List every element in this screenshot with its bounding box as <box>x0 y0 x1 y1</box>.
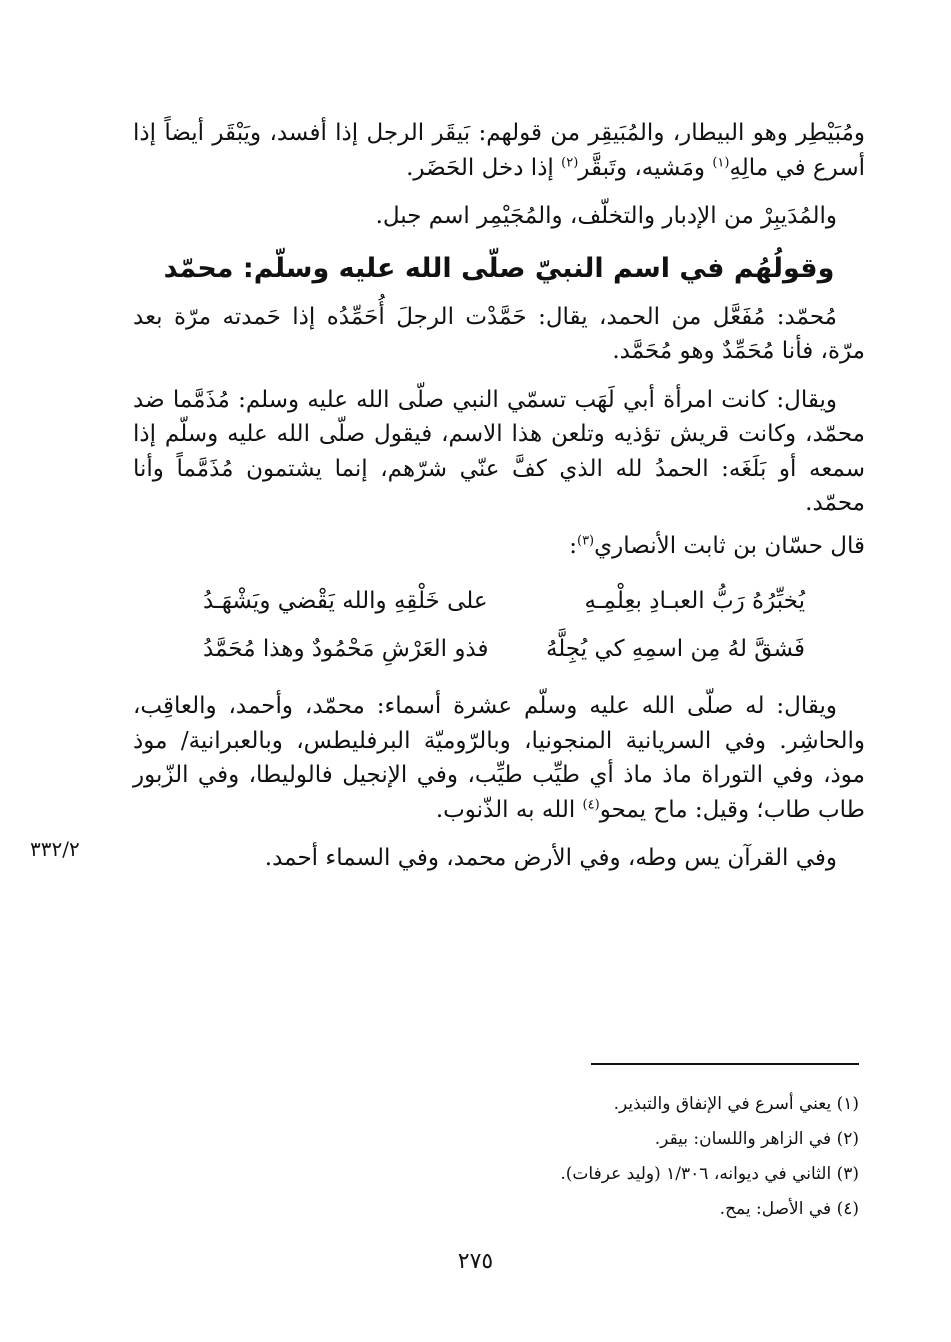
paragraph-7: وفي القرآن يس وطه، وفي الأرض محمد، وفي السماء أحمد. <box>264 845 837 871</box>
footnote-1: (١) يعني أسرع في الإنفاق والتبذير. <box>613 1094 859 1114</box>
paragraph-6-end: الله به الذّنوب. <box>435 796 583 823</box>
footnote-ref-3: (٣) <box>576 532 595 548</box>
main-text <box>133 116 865 890</box>
paragraph-4: ويقال: كانت امرأة أبي لَهَب تسمّي النبي صلّى الله عليه وسلم: مُذَمَّما ضد محمّد، وكانت قريش تؤذيه وتلعن هذا الاسم، فيقول صلّى الله عليه وسلّم إذا سمعه أو بَلَغَه: الحمدُ لله الذي كفَّ عنّي شرّهم، إنما يشتمون مُذَمَّماً وأنا محمّد. <box>133 386 865 516</box>
paragraph-2: والمُدَيبِرْ من الإدبار والتخلّف، والمُجَيْمِر اسم جبل. <box>375 203 837 229</box>
paragraph-5-colon: : <box>569 532 577 559</box>
verse-1-second-hemistich: على خَلْقِهِ والله يَقْضي ويَشْهَـدُ <box>203 587 488 614</box>
paragraph-1-text-c: إذا دخل الحَضَر. <box>406 154 562 181</box>
footnote-2: (٢) في الزاهر واللسان: بيقر. <box>654 1129 859 1149</box>
paragraph-5 <box>133 529 865 564</box>
paragraph-1 <box>133 116 865 185</box>
paragraph-6-text: ويقال: له صلّى الله عليه وسلّم عشرة أسماء: محمّد، وأحمد، والعاقِب، والحاشِر. وفي السريانية المنجونيا، وبالرّوميّة البرفليطس، وبالعبرانية/ موذ موذ، وفي التوراة ماذ ماذ أي طيِّب طيِّب، وفي الإنجيل فالوليطا، وفي الزّبور طاب طاب؛ وقيل: ماح يمحو <box>133 693 865 823</box>
verse-1 <box>133 577 865 625</box>
footnote-divider <box>591 1063 859 1065</box>
paragraph-6 <box>133 689 865 827</box>
verse-2 <box>133 625 865 673</box>
footnote-ref-4: (٤) <box>582 796 600 812</box>
paragraph-1-text-b: ومَشيه، وتَبقَّر <box>578 154 713 181</box>
verse-2-first-hemistich: فَشقَّ لهُ مِن اسمِهِ كي يُجِلَّهُ <box>545 635 805 662</box>
footnotes <box>359 1087 859 1227</box>
page-number: ٢٧٥ <box>457 1249 494 1274</box>
verse-1-first-hemistich: يُخبِّرُهُ رَبُّ العبـادِ بعِلْمِـهِ <box>584 587 805 614</box>
margin-reference: ٣٣٢/٢ <box>30 837 80 861</box>
footnote-ref-1: (١) <box>712 154 730 170</box>
footnote-ref-2: (٢) <box>561 154 579 170</box>
footnote-3: (٣) الثاني في ديوانه، ١/٣٠٦ (وليد عرفات). <box>560 1164 859 1184</box>
poem <box>133 577 865 673</box>
verse-2-second-hemistich: فذو العَرْشِ مَحْمُودٌ وهذا مُحَمَّدُ <box>203 635 489 662</box>
paragraph-3: مُحمّد: مُفَعَّل من الحمد، يقال: حَمَّدْت الرجلَ أُحَمِّدُه إذا حَمدته مرّة بعد مرّة، فأنا مُحَمِّدٌ وهو مُحَمَّد. <box>133 303 865 364</box>
section-heading: وقولُهُم في اسم النبيّ صلّى الله عليه وسلّم: محمّد <box>163 252 835 284</box>
paragraph-1-text: ومُبَيْطِر وهو البيطار، والمُبَيقِر من قولهم: بَيقَر الرجل إذا أفسد، ويَبْقَر أيضاً إذا أسرع في مالِهِ <box>133 120 865 181</box>
paragraph-5-text: قال حسّان بن ثابت الأنصاري <box>594 532 865 559</box>
footnote-4: (٤) في الأصل: يمح. <box>719 1199 859 1219</box>
